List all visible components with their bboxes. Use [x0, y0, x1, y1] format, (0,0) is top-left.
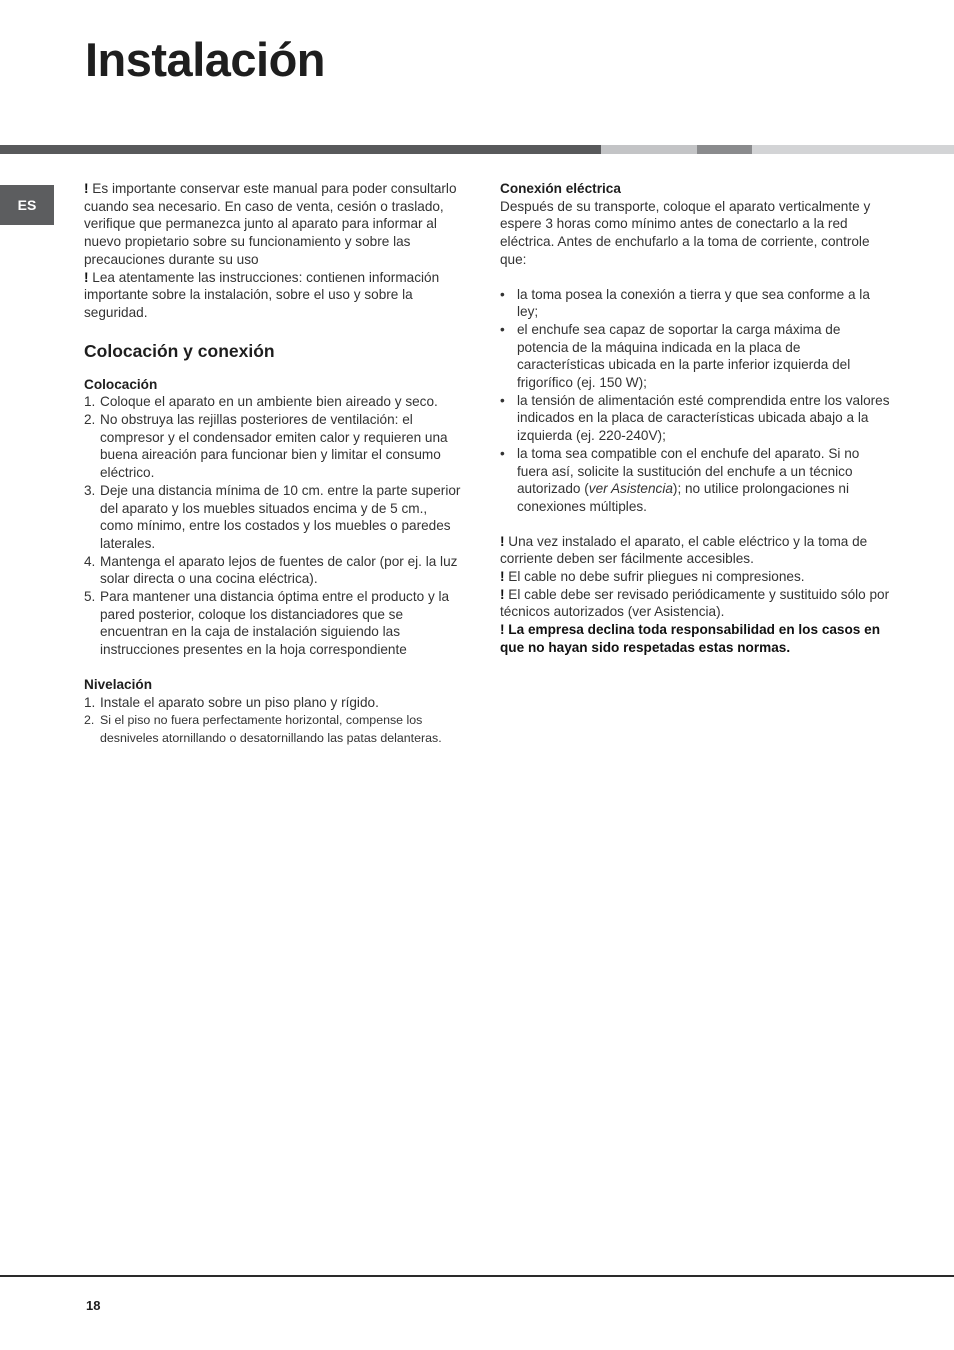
- electrical-checklist: [500, 286, 890, 516]
- note-liability-disclaimer: ! La empresa declina toda responsabilidad en los casos en que no hayan sido respetadas estas normas.: [500, 622, 880, 655]
- warning-mark: !: [500, 533, 505, 549]
- list-item: 5. Para mantener una distancia óptima entre el producto y la pared posterior, coloque los distanciadores que se encuentran en la caja de instalación siguiendo las instrucciones presentes en la hoja correspondiente: [84, 589, 450, 658]
- subheading-electrical-connection: Conexión eléctrica: [500, 181, 621, 196]
- note-no-folds: ! El cable no debe sufrir pliegues ni compresiones.: [500, 569, 805, 585]
- warning-mark: !: [500, 586, 505, 602]
- intro-paragraph-keep-manual: ! Es importante conservar este manual para poder consultarlo cuando sea necesario. En caso de venta, cesión o traslado, verifique que permanezca junto al aparato para informar al nuevo propietario sobre su funcionamiento y sobre las precauciones durante su uso: [84, 181, 457, 267]
- page-title: Instalación: [85, 33, 326, 86]
- header-bar-light-segment: [601, 145, 697, 154]
- list-item: • el enchufe sea capaz de soportar la carga máxima de potencia de la máquina indicada en la placa de características ubicada en la parte inferior izquierda del frigorífico (ej. 150 W);: [500, 321, 851, 391]
- note-accessible-cable: ! Una vez instalado el aparato, el cable eléctrico y la toma de corriente deben ser fácilmente accesibles.: [500, 533, 868, 567]
- language-tab: ES: [0, 185, 54, 225]
- list-item: 3. Deje una distancia mínima de 10 cm. entre la parte superior del aparato y los muebles situados encima y de 5 cm., como mínimo, entre los costados y los muebles o paredes laterales.: [84, 482, 461, 551]
- list-item: • la toma sea compatible con el enchufe del aparato. Si no fuera así, solicite la sustitución del enchufe a un técnico autorizado (ver Asistencia); no utilice prolongaciones ni conexiones múltiples.: [500, 445, 860, 514]
- warning-mark: !: [500, 569, 505, 585]
- header-bar-dark-segment: [0, 145, 601, 154]
- header-bar-mid-segment: [697, 145, 752, 154]
- section-heading-placement-connection: Colocación y conexión: [84, 340, 275, 361]
- footer-rule: [0, 1275, 954, 1277]
- note-periodic-check: ! El cable debe ser revisado periódicamente y sustituido sólo por técnicos autorizados (ver Asistencia).: [500, 586, 890, 620]
- list-item: • la tensión de alimentación esté comprendida entre los valores indicados en la placa de características ubicada abajo a la izquierda (ej. 220-240V);: [500, 392, 890, 444]
- list-item: 1. Instale el aparato sobre un piso plano y rígido.: [84, 694, 379, 710]
- leveling-steps-list: [84, 694, 462, 748]
- electrical-intro-paragraph: Después de su transporte, coloque el aparato verticalmente y espere 3 horas como mínimo antes de conectarlo a la red eléctrica. Antes de enchufarlo a la toma de corriente, controle que:: [500, 198, 871, 267]
- intro-paragraph-read-instructions: ! Lea atentamente las instrucciones: contienen información importante sobre la instalación, sobre el uso y sobre la seguridad.: [84, 269, 440, 320]
- list-item: 2. No obstruya las rejillas posteriores de ventilación: el compresor y el condensador emiten calor y requieren una buena aireación para funcionar bien y limitar el consumo eléctrico.: [84, 412, 448, 481]
- list-item: 2. Si el piso no fuera perfectamente horizontal, compense los desniveles atornillando o desatornillando las patas delanteras.: [84, 713, 442, 746]
- page-number: 18: [86, 1298, 101, 1313]
- header-bar-light-segment-end: [752, 145, 954, 154]
- list-item: • la toma posea la conexión a tierra y que sea conforme a la ley;: [500, 286, 870, 320]
- list-item: 4. Mantenga el aparato lejos de fuentes de calor (por ej. la luz solar directa o una cocina eléctrica).: [84, 553, 458, 587]
- subheading-placement: Colocación: [84, 376, 158, 392]
- warning-mark: !: [500, 622, 505, 638]
- reference-assistance: ver Asistencia: [588, 481, 673, 497]
- right-column: [500, 180, 890, 657]
- left-column: [84, 180, 462, 747]
- placement-steps-list: [84, 393, 462, 659]
- warning-mark: !: [84, 181, 89, 196]
- warning-mark: !: [84, 269, 89, 285]
- subheading-leveling: Nivelación: [84, 676, 152, 692]
- list-item: 1. Coloque el aparato en un ambiente bien aireado y seco.: [84, 394, 438, 410]
